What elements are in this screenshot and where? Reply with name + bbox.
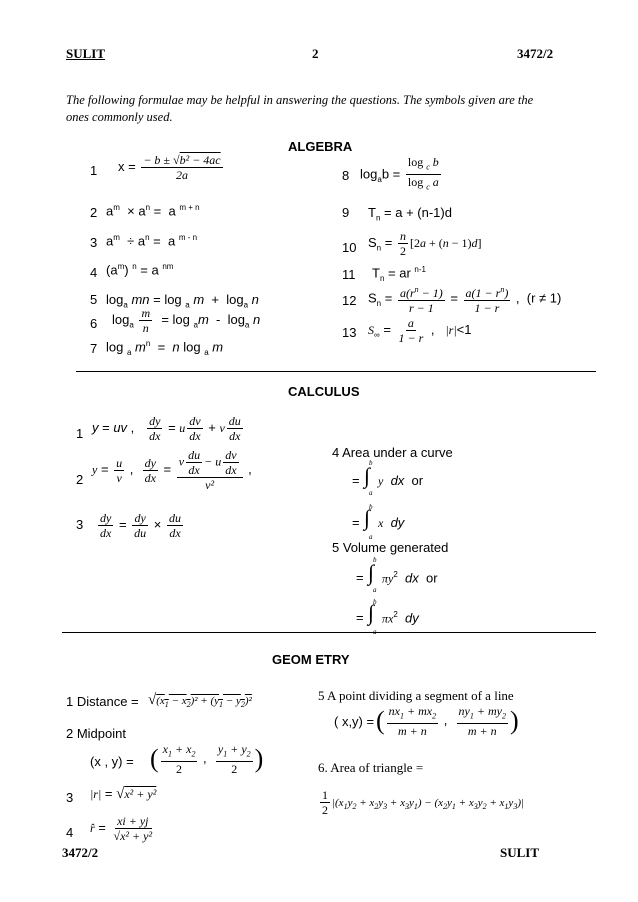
algebra-num-4: 4 bbox=[90, 265, 98, 280]
formula-index-power: $(a^m) ^n = a$ $^{nm}$ bbox=[106, 262, 174, 278]
formula-volume-y: b a = ∫ $\pi y^2$ dx or bbox=[356, 556, 438, 594]
section-calculus: CALCULUS bbox=[288, 384, 360, 399]
calculus-num-3: 3 bbox=[76, 517, 84, 532]
formula-change-base: $\log_ab$ = $\frac{\log _c b}{\log _c a}$ bbox=[360, 155, 439, 192]
section-geometry: GEOM ETRY bbox=[272, 652, 350, 667]
geometry-point-divide-label: 5 A point dividing a segment of a line bbox=[318, 688, 514, 703]
section-algebra: ALGEBRA bbox=[288, 139, 353, 154]
formula-quadratic: x = $\frac{\text{− b ± √b² − 4ac}}{2a}$ bbox=[118, 153, 221, 182]
calculus-num-2: 2 bbox=[76, 472, 84, 487]
formula-gp-sum: $S_n$ = $\frac{a(r^n - 1)}{r - 1}$ = $\frac{a(1 - r^n)}{1 - r}$ , (r ≠ 1) bbox=[368, 285, 562, 315]
formula-log-product: $\log_a$ mn = log $_a$ $m + \log_a n$ bbox=[106, 292, 259, 310]
formula-point-divide: ( $\frac{nx_1 + mx_2}{m + n}$ , $\frac{ny_1 + my_2}{m + n}$ ) bbox=[376, 704, 519, 739]
algebra-num-2: 2 bbox=[90, 205, 98, 220]
paper-code: 3472/2 bbox=[517, 46, 554, 61]
formula-gp-infinity: $S_\infty$ = $\frac{a}{1 - r}$ , |r|<1 bbox=[368, 316, 472, 345]
formula-magnitude: |r| = √x² + y² bbox=[90, 786, 157, 802]
algebra-num-7: 7 bbox=[90, 341, 98, 356]
algebra-num-1: 1 bbox=[90, 163, 98, 178]
geometry-triangle-label: 6. Area of triangle = bbox=[318, 760, 424, 775]
algebra-num-5: 5 bbox=[90, 292, 98, 307]
algebra-num-6: 6 bbox=[90, 316, 98, 331]
geometry-point-lhs: ( x,y) = bbox=[334, 714, 375, 729]
area-or: or bbox=[411, 473, 424, 488]
calculus-num-1: 1 bbox=[76, 426, 84, 441]
area-title: 4 Area under a curve bbox=[332, 445, 453, 460]
formula-volume-x: b = ∫ $\pi x^2$ dy bbox=[356, 598, 419, 626]
formula-gp-term: $T_n$ = ar $^{n-1}$ bbox=[372, 265, 426, 283]
formula-area-x: b a = ∫ x dy bbox=[352, 503, 405, 541]
formula-triangle-area: $\frac{1}{2}$ $|(x_1y_2 + x_2y_3 + x_3y_1) - (x_2y_1 + x_3y_2 + x_1y_3)|$ bbox=[322, 788, 524, 817]
intro-line-2: ones commonly used. bbox=[66, 110, 173, 124]
formula-product-rule: y = uv , $\frac{dy}{dx}$ = u $\frac{dv}{dx}$ + v $\frac{du}{dx}$ bbox=[92, 414, 241, 443]
algebra-num-11: 11 bbox=[342, 267, 356, 282]
formula-midpoint: ( $\frac{x_1 + x_2}{2}$ , $\frac{y_1 + y_2}{2}$ ) bbox=[150, 742, 264, 777]
header-sulit: SULIT bbox=[66, 46, 106, 61]
algebra-num-12: 12 bbox=[342, 293, 357, 308]
footer-sulit: SULIT bbox=[500, 845, 540, 860]
formula-index-multiply: $a^m \times a^n = a$ $^{m + n}$ bbox=[106, 203, 200, 219]
formula-area-y: b a = ∫ y dx or bbox=[352, 459, 424, 497]
formula-ap-sum: $S_n$ = $\frac{n}{2}$ [2a + (n − 1)d] bbox=[368, 229, 482, 258]
geometry-distance-label: 1 Distance = bbox=[66, 694, 139, 709]
algebra-num-9: 9 bbox=[342, 205, 350, 220]
formula-ap-term: $T_n = a + (n-1)d$ bbox=[368, 205, 452, 223]
algebra-num-10: 10 bbox=[342, 240, 357, 255]
formula-index-divide: $a^m \div a^n = a$ $^{m - n}$ bbox=[106, 233, 198, 249]
page-number: 2 bbox=[312, 46, 319, 61]
formula-log-quotient: $\log_a$ $\frac{m}{n}$ = $\log _am - \log_a n$ bbox=[112, 306, 261, 335]
intro-line-1: The following formulae may be helpful in answering the questions. The symbols given are the bbox=[66, 93, 534, 107]
formula-distance: $√(x_1 - x_2)^2 + (y_1 - y_2)^2$ bbox=[148, 692, 252, 710]
footer-code: 3472/2 bbox=[62, 845, 99, 860]
volume-or: or bbox=[426, 570, 438, 586]
geometry-num-4: 4 bbox=[66, 825, 74, 840]
volume-title: 5 Volume generated bbox=[332, 540, 449, 555]
algebra-num-13: 13 bbox=[342, 325, 357, 340]
geometry-midpoint-lhs: (x , y) = bbox=[90, 754, 134, 769]
algebra-num-3: 3 bbox=[90, 235, 98, 250]
formula-unit-vector: r̂ = $\frac{xi + yj}{\text{√x² + y²}}$ bbox=[90, 814, 153, 843]
formula-quotient-rule: y = $\frac{u}{v}$ , $\frac{dy}{dx}$ = v $\frac{du}{dx}$ − u $\frac{dv}{dx}$ v² , bbox=[92, 448, 252, 492]
divider-calculus bbox=[62, 632, 596, 633]
formula-log-power: log $_a$ $m^n = n$ log $_a$ m bbox=[106, 339, 224, 357]
formula-chain-rule: $\frac{dy}{dx}$ = $\frac{dy}{du}$ × $\frac{du}{dx}$ bbox=[100, 511, 181, 540]
divider-algebra bbox=[76, 371, 596, 372]
geometry-midpoint-label: 2 Midpoint bbox=[66, 726, 126, 741]
geometry-num-3: 3 bbox=[66, 790, 74, 805]
algebra-num-8: 8 bbox=[342, 168, 350, 183]
